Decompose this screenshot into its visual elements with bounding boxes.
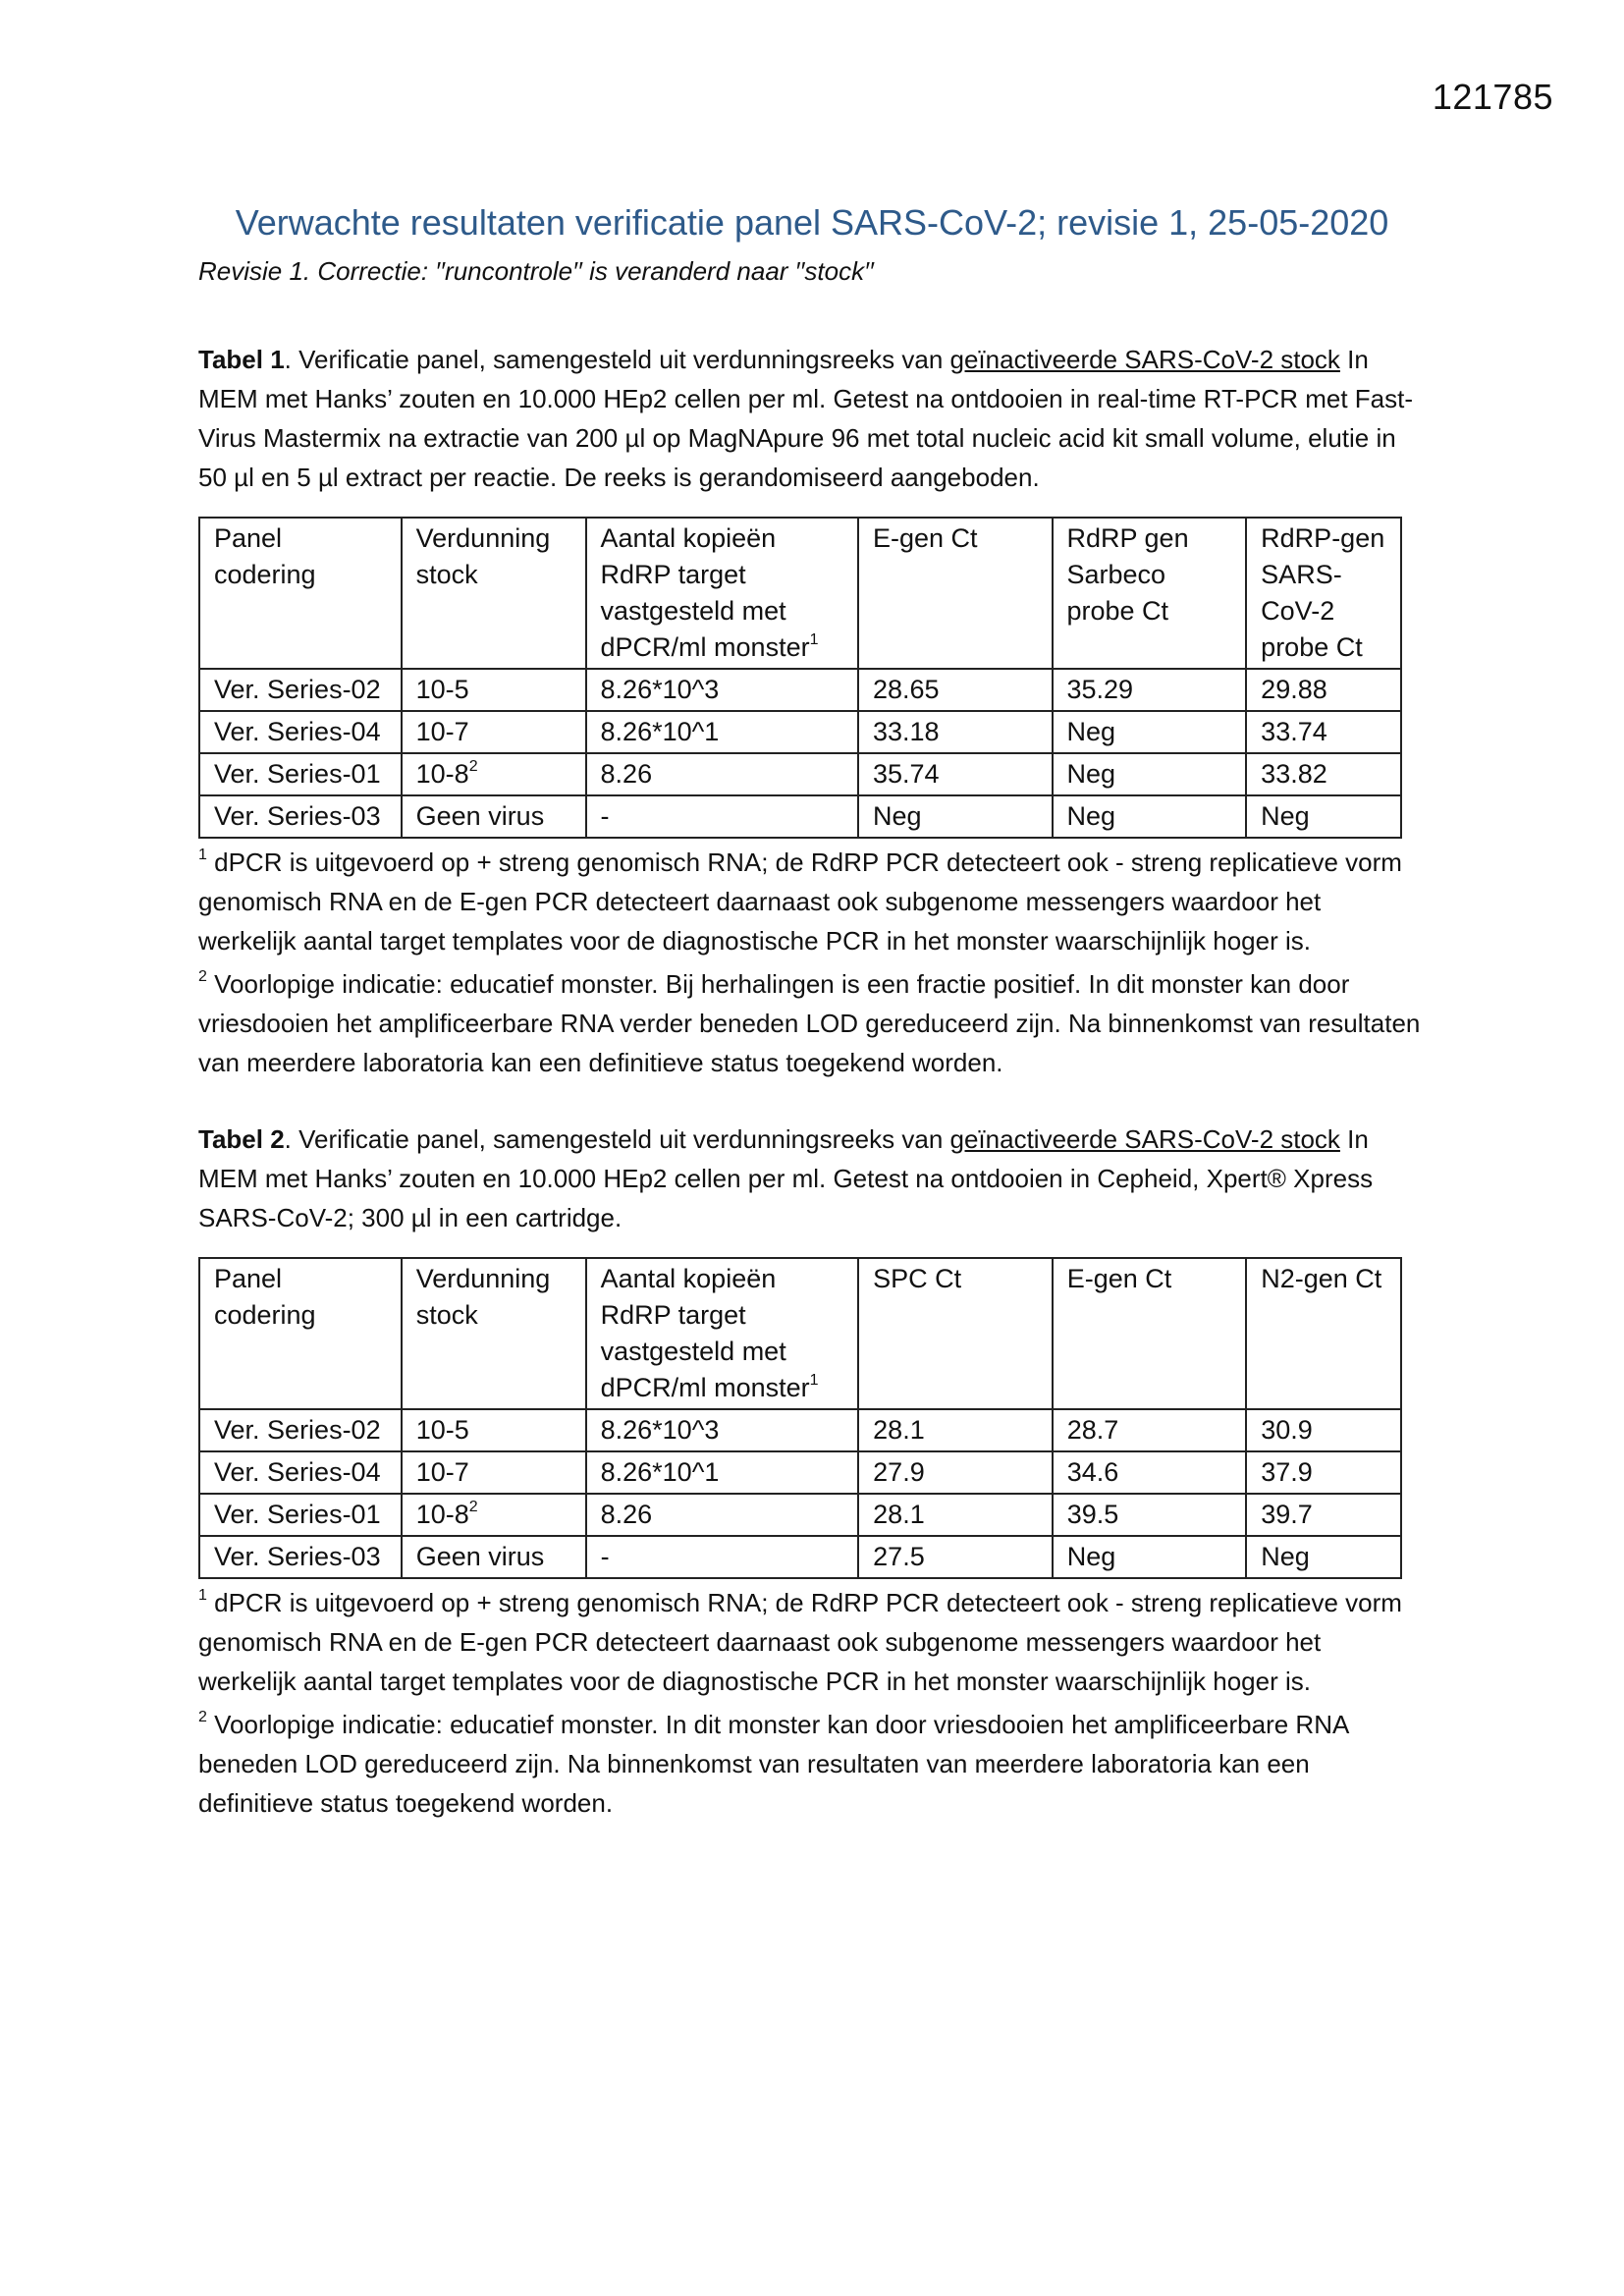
table2-section	[198, 1120, 1426, 1823]
table1-header-row	[199, 518, 1401, 669]
table-cell: 33.74	[1246, 711, 1401, 753]
table2-footnote-2	[198, 1705, 1426, 1823]
table1	[198, 517, 1402, 839]
table-cell: 10-7	[402, 711, 586, 753]
table-cell: 8.26*10^1	[586, 1451, 859, 1494]
table-cell: Ver. Series-03	[199, 1536, 402, 1578]
table-cell: 10-5	[402, 1409, 586, 1451]
table-cell: Ver. Series-03	[199, 795, 402, 838]
table-cell: 28.65	[858, 669, 1053, 711]
table-row	[199, 1409, 1401, 1451]
footnote-text: dPCR is uitgevoerd op + streng genomisch RNA; de RdRP PCR detecteert ook - streng replicatieve vorm genomisch RNA en de E-gen PCR detecteert daarnaast ook subgenome messengers waardoor het werkelijk aantal target templates voor de diagnostische PCR in het monster waarschijnlijk hoger is.	[198, 847, 1402, 956]
table-cell	[402, 1494, 586, 1536]
table2-caption-pre: . Verificatie panel, samengesteld uit verdunningsreeks van	[284, 1124, 950, 1154]
table2-footnote-1	[198, 1583, 1426, 1701]
table-cell: 35.74	[858, 753, 1053, 795]
table-cell: 10-5	[402, 669, 586, 711]
table-cell: 33.18	[858, 711, 1053, 753]
table-cell: Neg	[1246, 1536, 1401, 1578]
footnote-marker: 1	[809, 1372, 819, 1389]
table1-header-cell: Panel codering	[199, 518, 402, 669]
table-cell: 27.5	[858, 1536, 1053, 1578]
table1-caption	[198, 340, 1426, 497]
table2-header-cell: N2-gen Ct	[1246, 1258, 1401, 1409]
table-cell: 39.5	[1053, 1494, 1247, 1536]
table-cell: Ver. Series-04	[199, 1451, 402, 1494]
table-cell: Neg	[858, 795, 1053, 838]
table-cell: 29.88	[1246, 669, 1401, 711]
table1-header-text: Aantal kopieën RdRP target vastgesteld met dPCR/ml monster	[600, 523, 810, 662]
table-cell: 30.9	[1246, 1409, 1401, 1451]
table2-header-row	[199, 1258, 1401, 1409]
table1-header-cell: E-gen Ct	[858, 518, 1053, 669]
table2-header-cell: E-gen Ct	[1053, 1258, 1247, 1409]
table-row	[199, 753, 1401, 795]
table-cell: 8.26	[586, 1494, 859, 1536]
table1-header-cell: Verdunning stock	[402, 518, 586, 669]
table-cell: 10-7	[402, 1451, 586, 1494]
table-cell	[402, 753, 586, 795]
table2-header-text: Aantal kopieën RdRP target vastgesteld met dPCR/ml monster	[600, 1264, 810, 1402]
table2-caption	[198, 1120, 1426, 1237]
footnote-text: Voorlopige indicatie: educatief monster. Bij herhalingen is een fractie positief. In dit monster kan door vriesdooien het amplificeerbare RNA verder beneden LOD gereduceerd zijn. Na binnenkomst van resultaten van meerdere laboratoria kan een definitieve status toegekend worden.	[198, 969, 1421, 1077]
table2	[198, 1257, 1402, 1579]
table1-caption-pre: . Verificatie panel, samengesteld uit verdunningsreeks van	[284, 345, 950, 374]
table-cell: 8.26	[586, 753, 858, 795]
table-cell-text: 10-8	[415, 1500, 469, 1529]
footnote-marker: 2	[468, 758, 478, 775]
table-cell: -	[586, 1536, 859, 1578]
table-row	[199, 1451, 1401, 1494]
footnote-marker: 1	[198, 847, 207, 864]
table-cell: Neg	[1053, 795, 1247, 838]
table-cell: -	[586, 795, 858, 838]
table1-header-cell: RdRP-gen SARS-CoV-2 probe Ct	[1246, 518, 1401, 669]
table2-caption-post: In MEM met Hanks’ zouten en 10.000 HEp2 cellen per ml. Getest na ontdooien in Cepheid, Xpert® Xpress SARS-CoV-2; 300 µl in een cartridge.	[198, 1124, 1374, 1232]
table-cell: 33.82	[1246, 753, 1401, 795]
table2-header-cell: Verdunning stock	[402, 1258, 586, 1409]
table-cell: 28.1	[858, 1494, 1053, 1536]
table2-caption-label: Tabel 2	[198, 1124, 285, 1154]
footnote-marker: 2	[468, 1499, 478, 1515]
table-cell: Ver. Series-01	[199, 753, 402, 795]
footnote-marker: 2	[198, 968, 207, 986]
table1-caption-link: geïnactiveerde SARS-CoV-2 stock	[949, 345, 1340, 374]
table-cell: Neg	[1246, 795, 1401, 838]
table2-caption-link: geïnactiveerde SARS-CoV-2 stock	[949, 1124, 1340, 1154]
table1-caption-post: In MEM met Hanks’ zouten en 10.000 HEp2 cellen per ml. Getest na ontdooien in real-time RT-PCR met Fast-Virus Mastermix na extractie van 200 µl op MagNApure 96 met total nucleic acid kit small volume, elutie in 50 µl en 5 µl extract per reactie. De reeks is gerandomiseerd aangeboden.	[198, 345, 1413, 492]
table-row	[199, 1536, 1401, 1578]
footnote-text: dPCR is uitgevoerd op + streng genomisch RNA; de RdRP PCR detecteert ook - streng replicatieve vorm genomisch RNA en de E-gen PCR detecteert daarnaast ook subgenome messengers waardoor het werkelijk aantal target templates voor de diagnostische PCR in het monster waarschijnlijk hoger is.	[198, 1588, 1402, 1696]
table-cell: 8.26*10^3	[586, 1409, 859, 1451]
table1-footnote-1	[198, 843, 1426, 960]
table-cell: 39.7	[1246, 1494, 1401, 1536]
table-cell: 27.9	[858, 1451, 1053, 1494]
table1-caption-label: Tabel 1	[198, 345, 285, 374]
table-cell-text: 10-8	[415, 759, 469, 789]
table-cell: 28.7	[1053, 1409, 1247, 1451]
document-body	[198, 196, 1426, 1823]
document-number: 121785	[1432, 77, 1553, 117]
table-cell: Neg	[1053, 1536, 1247, 1578]
table-cell: 37.9	[1246, 1451, 1401, 1494]
table2-header-cell: Panel codering	[199, 1258, 402, 1409]
table-cell: Ver. Series-02	[199, 669, 402, 711]
table-cell: Ver. Series-01	[199, 1494, 402, 1536]
table-row	[199, 669, 1401, 711]
table1-section	[198, 340, 1426, 1082]
table1-header-cell: RdRP gen Sarbeco probe Ct	[1053, 518, 1247, 669]
table-cell: 34.6	[1053, 1451, 1247, 1494]
table2-header-cell	[586, 1258, 859, 1409]
table1-header-cell	[586, 518, 858, 669]
table-cell: Neg	[1053, 711, 1247, 753]
revision-note: Revisie 1. Correctie: ′′runcontrole′′ is veranderd naar ′′stock′′	[198, 256, 874, 286]
footnote-marker: 1	[809, 631, 819, 648]
table-row	[199, 795, 1401, 838]
table-cell: 8.26*10^3	[586, 669, 858, 711]
footnote-text: Voorlopige indicatie: educatief monster. In dit monster kan door vriesdooien het amplificeerbare RNA beneden LOD gereduceerd zijn. Na binnenkomst van resultaten van meerdere laboratoria kan een definitieve status toegekend worden.	[198, 1710, 1348, 1818]
table-cell: Geen virus	[402, 795, 586, 838]
table-cell: Ver. Series-04	[199, 711, 402, 753]
table1-footnote-2	[198, 964, 1426, 1082]
footnote-marker: 2	[198, 1709, 207, 1726]
table-row	[199, 711, 1401, 753]
table-row	[199, 1494, 1401, 1536]
table2-header-cell: SPC Ct	[858, 1258, 1053, 1409]
table-cell: Geen virus	[402, 1536, 586, 1578]
page-title: Verwachte resultaten verificatie panel SARS-CoV-2; revisie 1, 25-05-2020	[235, 202, 1389, 243]
table-cell: Ver. Series-02	[199, 1409, 402, 1451]
footnote-marker: 1	[198, 1587, 207, 1605]
table-cell: Neg	[1053, 753, 1247, 795]
table-cell: 8.26*10^1	[586, 711, 858, 753]
table-cell: 28.1	[858, 1409, 1053, 1451]
table-cell: 35.29	[1053, 669, 1247, 711]
